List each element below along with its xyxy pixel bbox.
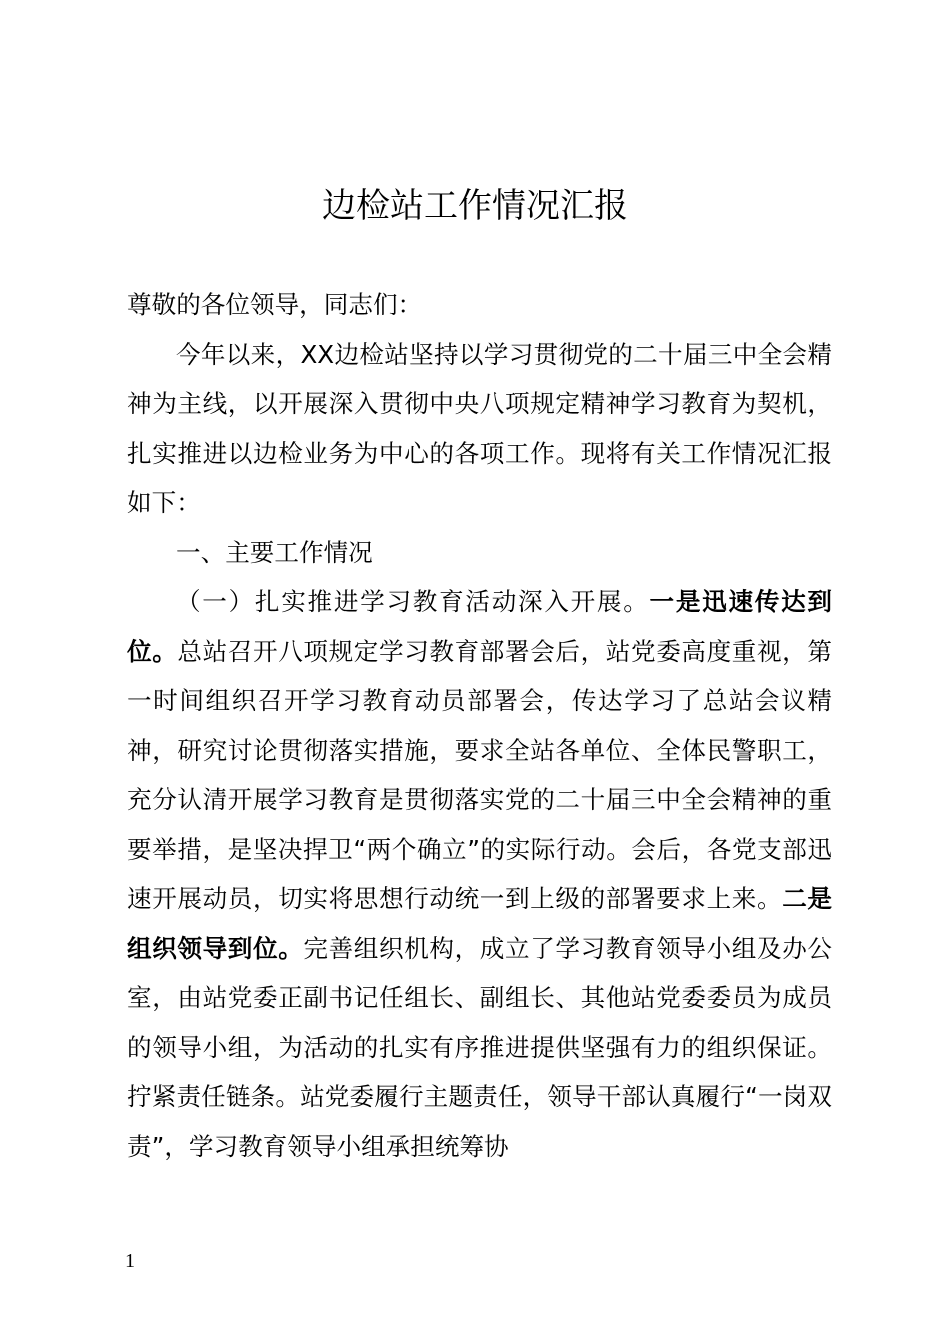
subsection-lead: （一）扎实推进学习教育活动深入开展。 xyxy=(176,587,650,616)
section-heading: 一、主要工作情况 xyxy=(176,537,373,567)
salutation: 尊敬的各位领导，同志们： xyxy=(127,290,423,319)
point-1-text: 总站召开八项规定学习教育部署会后，站党委高度重视，第一时间组织召开学习教育动员部署会，传达学习了总站会议精神，研究讨论贯彻落实措施，要求全站各单位、全体民警职工，充分认清开展学习教育是贯彻落实党的二十届三中全会精神的重要举措，是坚决捍卫“两个确立”的实际行动。会后，各党支部迅速开展动员，切实将思想行动统一到上级的部署要求上来。 xyxy=(127,636,832,913)
point-2-label: 二是组织领导到位。 xyxy=(127,884,832,963)
document-body xyxy=(127,280,832,1171)
intro-paragraph: 今年以来，XX边检站坚持以学习贯彻党的二十届三中全会精神为主线，以开展深入贯彻中央八项规定精神学习教育为契机，扎实推进以边检业务为中心的各项工作。现将有关工作情况汇报如下： xyxy=(127,339,832,517)
point-1-label: 一是迅速传达到位。 xyxy=(127,587,832,666)
point-2-text: 完善组织机构，成立了学习教育领导小组及办公室，由站党委正副书记任组长、副组长、其他站党委委员为成员的领导小组，为活动的扎实有序推进提供坚强有力的组织保证。拧紧责任链条。站党委履行主题责任，领导干部认真履行“一岗双责”，学习教育领导小组承担统筹协 xyxy=(127,933,832,1161)
document-title: 边检站工作情况汇报 xyxy=(322,186,628,226)
page-number: 1 xyxy=(125,1250,135,1272)
subsection-paragraph xyxy=(127,577,832,1171)
